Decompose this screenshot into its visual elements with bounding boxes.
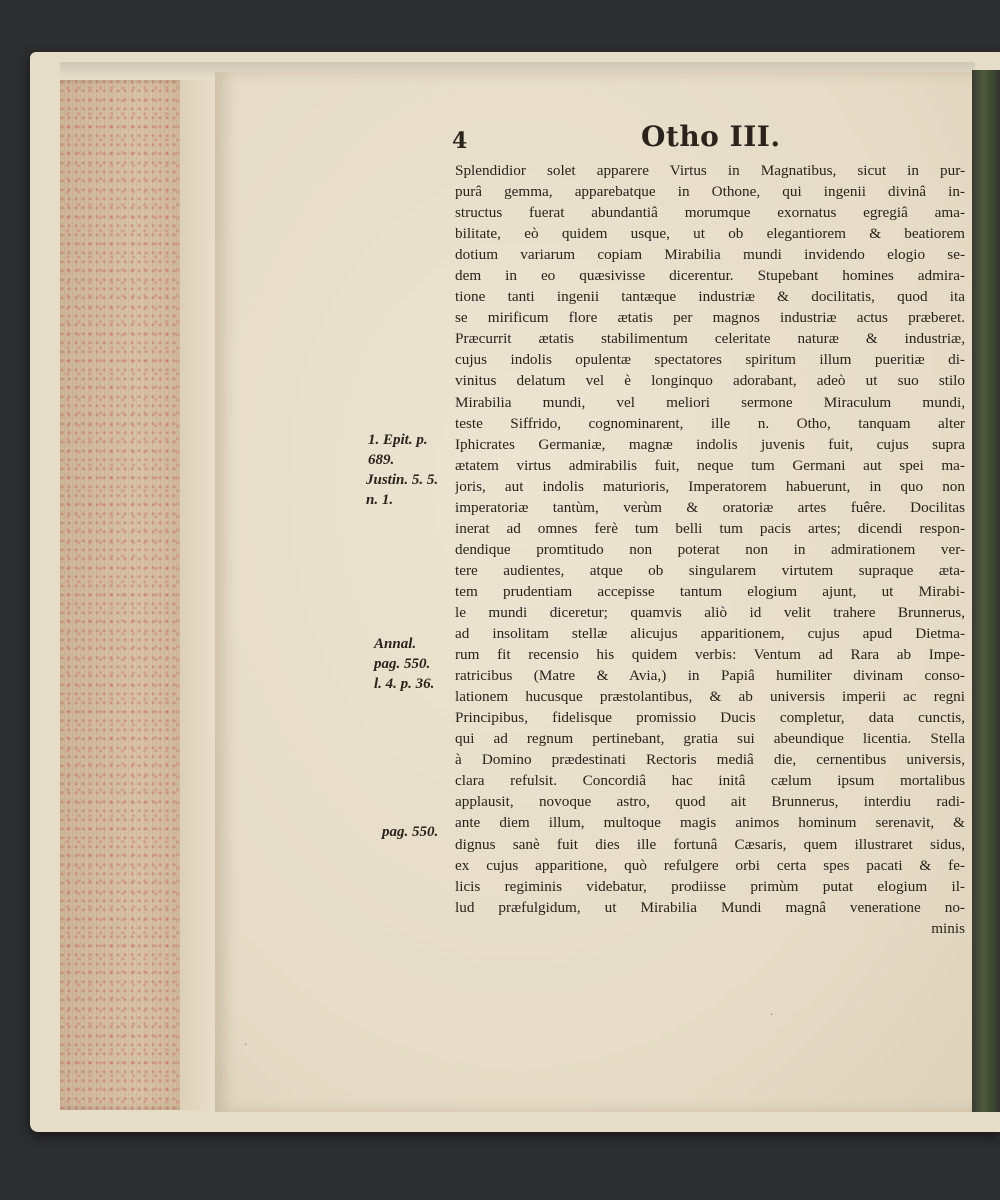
text-line: tem prudentiam accepisse tantum elogium ajunt, ut Mirabi-: [455, 582, 965, 600]
text-line: bilitate, eò quidem usque, ut ob elegantiorem & beatiorem: [455, 225, 965, 243]
text-line: dignus sanè fuit dies ille fortunâ Cæsaris, quem illustraret sidus,: [455, 835, 965, 853]
margin-note-line: Justin. 5. 5.: [366, 472, 439, 488]
margin-note-line: l. 4. p. 36.: [374, 676, 435, 692]
text-line-catchword: minis: [931, 919, 965, 937]
paper-speck: ·: [770, 1010, 774, 1021]
text-line: structus fuerat abundantiâ morumque exornatus egregiâ ama-: [455, 204, 965, 222]
paper-speck: ·: [244, 1040, 248, 1051]
text-line: se mirificum flore ætatis per magnos industriæ actus præberet.: [455, 309, 965, 327]
margin-note: [366, 470, 438, 510]
text-line: ætatem virtus admirabilis fuit, neque tum Germani aut spei ma-: [455, 456, 965, 474]
margin-note-line: n. 1.: [366, 492, 394, 508]
text-line: dendique promtitudo non poterat non in admirationem ver-: [455, 540, 965, 558]
text-line: dem in eo quæsivisse dicerentur. Stupebant homines admira-: [455, 267, 965, 285]
text-line: Præcurrit ætatis stabilimentum celeritate naturæ & industriæ,: [455, 330, 965, 348]
text-line: le mundi diceretur; quamvis aliò id velit trahere Brunnerus,: [455, 603, 965, 621]
text-line: clara refulsit. Concordiâ hac initâ cælum ipsum mortalibus: [455, 772, 965, 790]
margin-note-line: 1. Epit. p.: [368, 432, 428, 448]
page-number: 4: [452, 128, 468, 154]
text-line: Splendidior solet apparere Virtus in Magnatibus, sicut in pur-: [455, 162, 965, 179]
margin-note-line: pag. 550.: [382, 824, 439, 840]
margin-note-line: pag. 550.: [374, 656, 431, 672]
text-line: lud præfulgidum, ut Mirabilia Mundi magnâ veneratione no-: [455, 898, 965, 916]
text-line: ex cujus apparitione, quò refulgere orbi certa spes pacati & fe-: [455, 856, 965, 874]
text-line: lationem hucusque præstolantibus, & ab universis imperii ac regni: [455, 688, 965, 706]
text-line: à Domino prædestinati Rectoris mediâ die, cernentibus universis,: [455, 751, 965, 769]
text-line: applausit, novoque astro, quod ait Brunnerus, interdiu radi-: [455, 793, 965, 811]
text-line: joris, aut indolis maturioris, Imperatorem habuerunt, in quo non: [455, 477, 965, 495]
text-line: Iphicrates Germaniæ, magnæ indolis juvenis fuit, cujus supra: [455, 435, 965, 453]
text-line: licis regiminis videbatur, prodiisse primùm putat elogium il-: [455, 877, 965, 895]
text-line: cujus indolis opulentæ spectatores spiritum illum pueritiæ di-: [455, 351, 965, 369]
margin-note-line: 689.: [368, 452, 395, 468]
text-line: tere audientes, atque ob singularem virtutem supraque æta-: [455, 561, 965, 579]
text-line: ante diem illum, multoque magis animos hominum serenavit, &: [455, 814, 965, 832]
text-line: vinitus delatum vel è longinquo adorabant, adeò ut suo stilo: [455, 372, 965, 390]
text-line: Mirabilia mundi, vel meliori sermone Miraculum mundi,: [455, 393, 965, 411]
body-text: [455, 160, 965, 939]
facing-page-edge: [972, 70, 1000, 1112]
text-line: inerat ad omnes ferè tum belli tum pacis artes; dicendi respon-: [455, 519, 965, 537]
margin-note: [382, 822, 438, 842]
text-line: purâ gemma, apparebatque in Othone, qui ingenii divinâ in-: [455, 183, 965, 201]
margin-note: [374, 634, 434, 694]
text-line: ratricibus (Matre & Avia,) in Papiâ humiliter divinam conso-: [455, 667, 965, 685]
page-inner-edge: [180, 80, 216, 1110]
margin-note: [368, 430, 428, 470]
text-line: dotium variarum copiam Mirabilia mundi invidendo elogio se-: [455, 246, 965, 264]
text-line: qui ad regnum pertinebant, gratia sui abeundique licentia. Stella: [455, 730, 965, 748]
running-title: Otho III.: [641, 120, 781, 153]
text-line: ad insolitam stellæ alicujus apparitionem, cujus apud Dietma-: [455, 625, 965, 643]
text-line: Principibus, fidelisque promissio Ducis completur, data cunctis,: [455, 709, 965, 727]
margin-note-line: Annal.: [374, 636, 417, 652]
text-line: tione tanti ingenii tantæque industriæ & docilitatis, quod ita: [455, 288, 965, 306]
text-line: teste Siffrido, cognominarent, ille n. Otho, tanquam alter: [455, 414, 965, 432]
text-line: imperatoriæ tantùm, verùm & oratoriæ artes fuêre. Docilitas: [455, 498, 965, 516]
text-line: rum fit recensio his quidem verbis: Ventum ad Rara ab Impe-: [455, 646, 965, 664]
